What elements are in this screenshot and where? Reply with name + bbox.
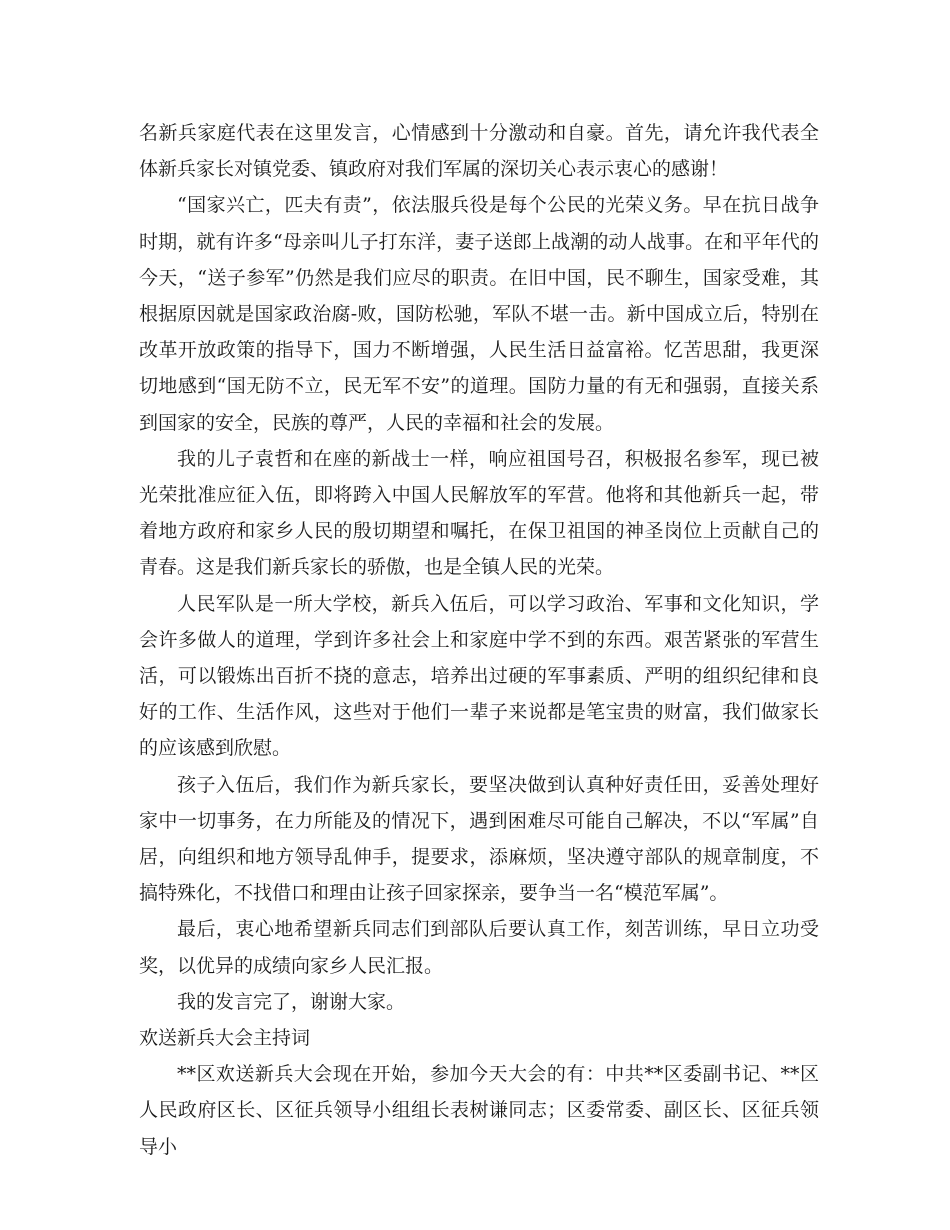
document-body (139, 115, 819, 1165)
paragraph-son-enlisted: 我的儿子袁哲和在座的新战士一样，响应祖国号召，积极报名参军，现已被光荣批准应征入伍，即将跨入中国人民解放军的军营。他将和其他新兵一起，带着地方政府和家乡人民的殷切期望和嘱托，在保卫祖国的神圣岗位上贡献自己的青春。这是我们新兵家长的骄傲，也是全镇人民的光荣。 (139, 447, 819, 579)
paragraph-meeting-opening: **区欢送新兵大会现在开始，参加今天大会的有：中共**区委副书记、**区人民政府区长、区征兵领导小组组长表树谦同志；区委常委、副区长、区征兵领导小 (139, 1063, 819, 1158)
paragraph-parent-commitment: 孩子入伍后，我们作为新兵家长，要坚决做到认真种好责任田，妥善处理好家中一切事务，在力所能及的情况下，遇到困难尽可能自己解决，不以“军属”自居，向组织和地方领导乱伸手，提要求，添麻烦，坚决遵守部队的规章制度，不搞特殊化，不找借口和理由让孩子回家探亲，要争当一名“模范军属”。 (139, 773, 819, 905)
paragraph-closing-hope: 最后，衷心地希望新兵同志们到部队后要认真工作，刻苦训练，早日立功受奖，以优异的成绩向家乡人民汇报。 (139, 918, 819, 977)
paragraph-national-duty: “国家兴亡，匹夫有责”，依法服兵役是每个公民的光荣义务。早在抗日战争时期，就有许多“母亲叫儿子打东洋，妻子送郎上战潮的动人战事。在和平年代的今天，“送子参军”仍然是我们应尽的职责。在旧中国，民不聊生，国家受难，其根据原因就是国家政治腐-败，国防松驰，军队不堪一击。新中国成立后，特别在改革开放政策的指导下，国力不断增强，人民生活日益富裕。忆苦思甜，我更深切地感到“国无防不立，民无军不安”的道理。国防力量的有无和强弱，直接关系到国家的安全，民族的尊严，人民的幸福和社会的发展。 (139, 194, 819, 434)
section-heading: 欢送新兵大会主持词 (139, 1027, 311, 1050)
paragraph-thank-you: 我的发言完了，谢谢大家。 (177, 990, 406, 1013)
paragraph-army-school: 人民军队是一所大学校，新兵入伍后，可以学习政治、军事和文化知识，学会许多做人的道理，学到许多社会上和家庭中学不到的东西。艰苦紧张的军营生活，可以锻炼出百折不挠的意志，培养出过硬的军事素质、严明的组织纪律和良好的工作、生活作风，这些对于他们一辈子来说都是笔宝贵的财富，我们做家长的应该感到欣慰。 (139, 592, 819, 760)
paragraph-opening-thanks: 名新兵家庭代表在这里发言，心情感到十分激动和自豪。首先，请允许我代表全体新兵家长对镇党委、镇政府对我们军属的深切关心表示衷心的感谢！ (139, 122, 819, 181)
